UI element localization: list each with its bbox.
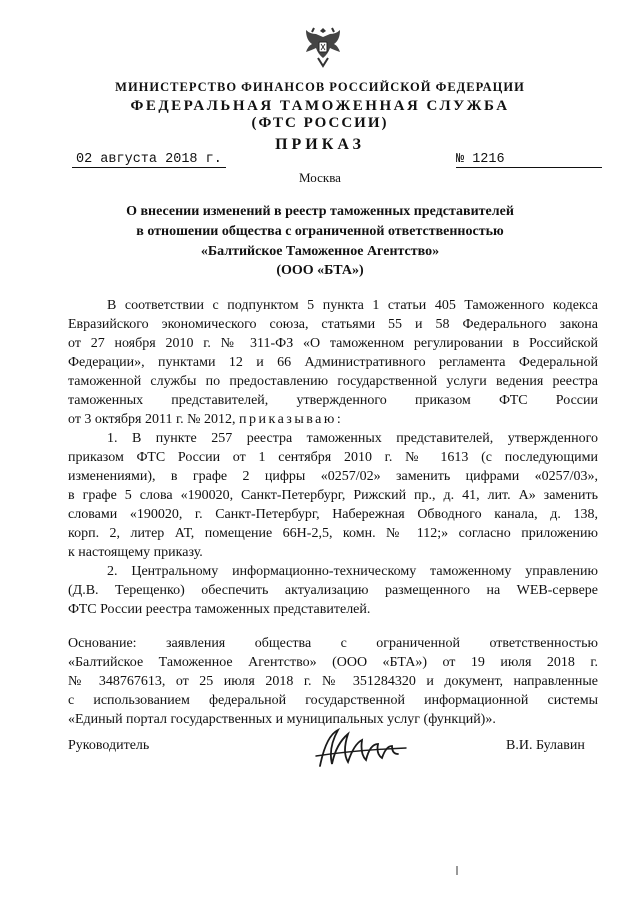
order-date: 02 августа 2018 г. xyxy=(72,152,226,168)
item2-line: 2. Центральному информационно-техническому таможенному управлению xyxy=(107,564,598,579)
item1-line: словами «190020, г. Санкт-Петербург, Набережная Обводного канала, д. 138, xyxy=(68,507,598,522)
title-line: О внесении изменений в реестр таможенных представителей xyxy=(126,204,514,219)
scan-mark xyxy=(456,866,458,875)
basis-line: № 348767613, от 25 июля 2018 г. № 351284320 и документ, направленные xyxy=(68,674,598,689)
ministry-name: МИНИСТЕРСТВО ФИНАНСОВ РОССИЙСКОЙ ФЕДЕРАЦИИ xyxy=(115,80,525,94)
title-line: «Балтийское Таможенное Агентство» xyxy=(200,244,440,259)
basis-line: «Балтийское Таможенное Агентство» (ООО «БТА») от 19 июля 2018 г. xyxy=(68,655,598,670)
service-abbreviation: (ФТС РОССИИ) xyxy=(251,115,389,131)
item1-line: в графе 5 слова «190020, Санкт-Петербург, Рижский пр., д. 41, лит. А» заменить xyxy=(68,488,598,503)
item2-last-line: ФТС России реестра таможенных представителей. xyxy=(68,602,371,617)
intro-line: таможенной службы по предоставлению государственной услуги ведения реестра xyxy=(68,374,598,389)
intro-last-line xyxy=(68,412,343,428)
basis-line: с использованием федеральной государственной информационной системы xyxy=(68,693,598,708)
intro-line: от 27 ноября 2010 г. № 311-ФЗ «О таможенном регулировании в Российской xyxy=(68,336,598,351)
item2-line: (Д.В. Терещенко) обеспечить актуализацию размещенного на WEB-сервере xyxy=(68,583,598,598)
document-type: ПРИКАЗ xyxy=(275,136,365,153)
intro-line: Евразийского экономического союза, статьями 55 и 58 Федерального закона xyxy=(68,317,598,332)
handwritten-signature xyxy=(312,718,422,778)
order-number: № 1216 xyxy=(456,152,602,168)
signatory-name: В.И. Булавин xyxy=(506,738,585,753)
signatory-role: Руководитель xyxy=(68,738,150,753)
order-city: Москва xyxy=(299,170,341,185)
item1-line: корп. 2, литер АТ, помещение 66Н-2,5, комн. № 112;» согласно приложению xyxy=(68,526,598,541)
service-name: ФЕДЕРАЛЬНАЯ ТАМОЖЕННАЯ СЛУЖБА xyxy=(130,98,510,114)
basis-line: Основание: заявления общества с ограниченной ответственностью xyxy=(68,636,598,651)
coat-of-arms-icon xyxy=(302,24,344,72)
title-line: в отношении общества с ограниченной ответственностью xyxy=(136,224,504,239)
item1-line: изменениями), в графе 2 цифры «0257/02» заменить цифрами «0257/03», xyxy=(68,469,598,484)
intro-line: таможенных представителей, утвержденного приказом ФТС России xyxy=(68,393,598,408)
basis-last-line: «Единый портал государственных и муниципальных услуг (функций)». xyxy=(68,712,496,727)
title-line: (ООО «БТА») xyxy=(276,263,364,278)
intro-line: Федерации», пунктами 12 и 66 Административного регламента Федеральной xyxy=(68,355,598,370)
item1-line: приказом ФТС России от 1 сентября 2010 г. № 1613 (с последующими xyxy=(68,450,598,465)
item1-last-line: к настоящему приказу. xyxy=(68,545,203,560)
item1-line: 1. В пункте 257 реестра таможенных представителей, утвержденного xyxy=(107,431,598,446)
order-verb: приказываю: xyxy=(239,412,344,427)
intro-last-text: от 3 октября 2011 г. № 2012, xyxy=(68,412,236,427)
intro-line: В соответствии с подпунктом 5 пункта 1 статьи 405 Таможенного кодекса xyxy=(107,298,598,313)
